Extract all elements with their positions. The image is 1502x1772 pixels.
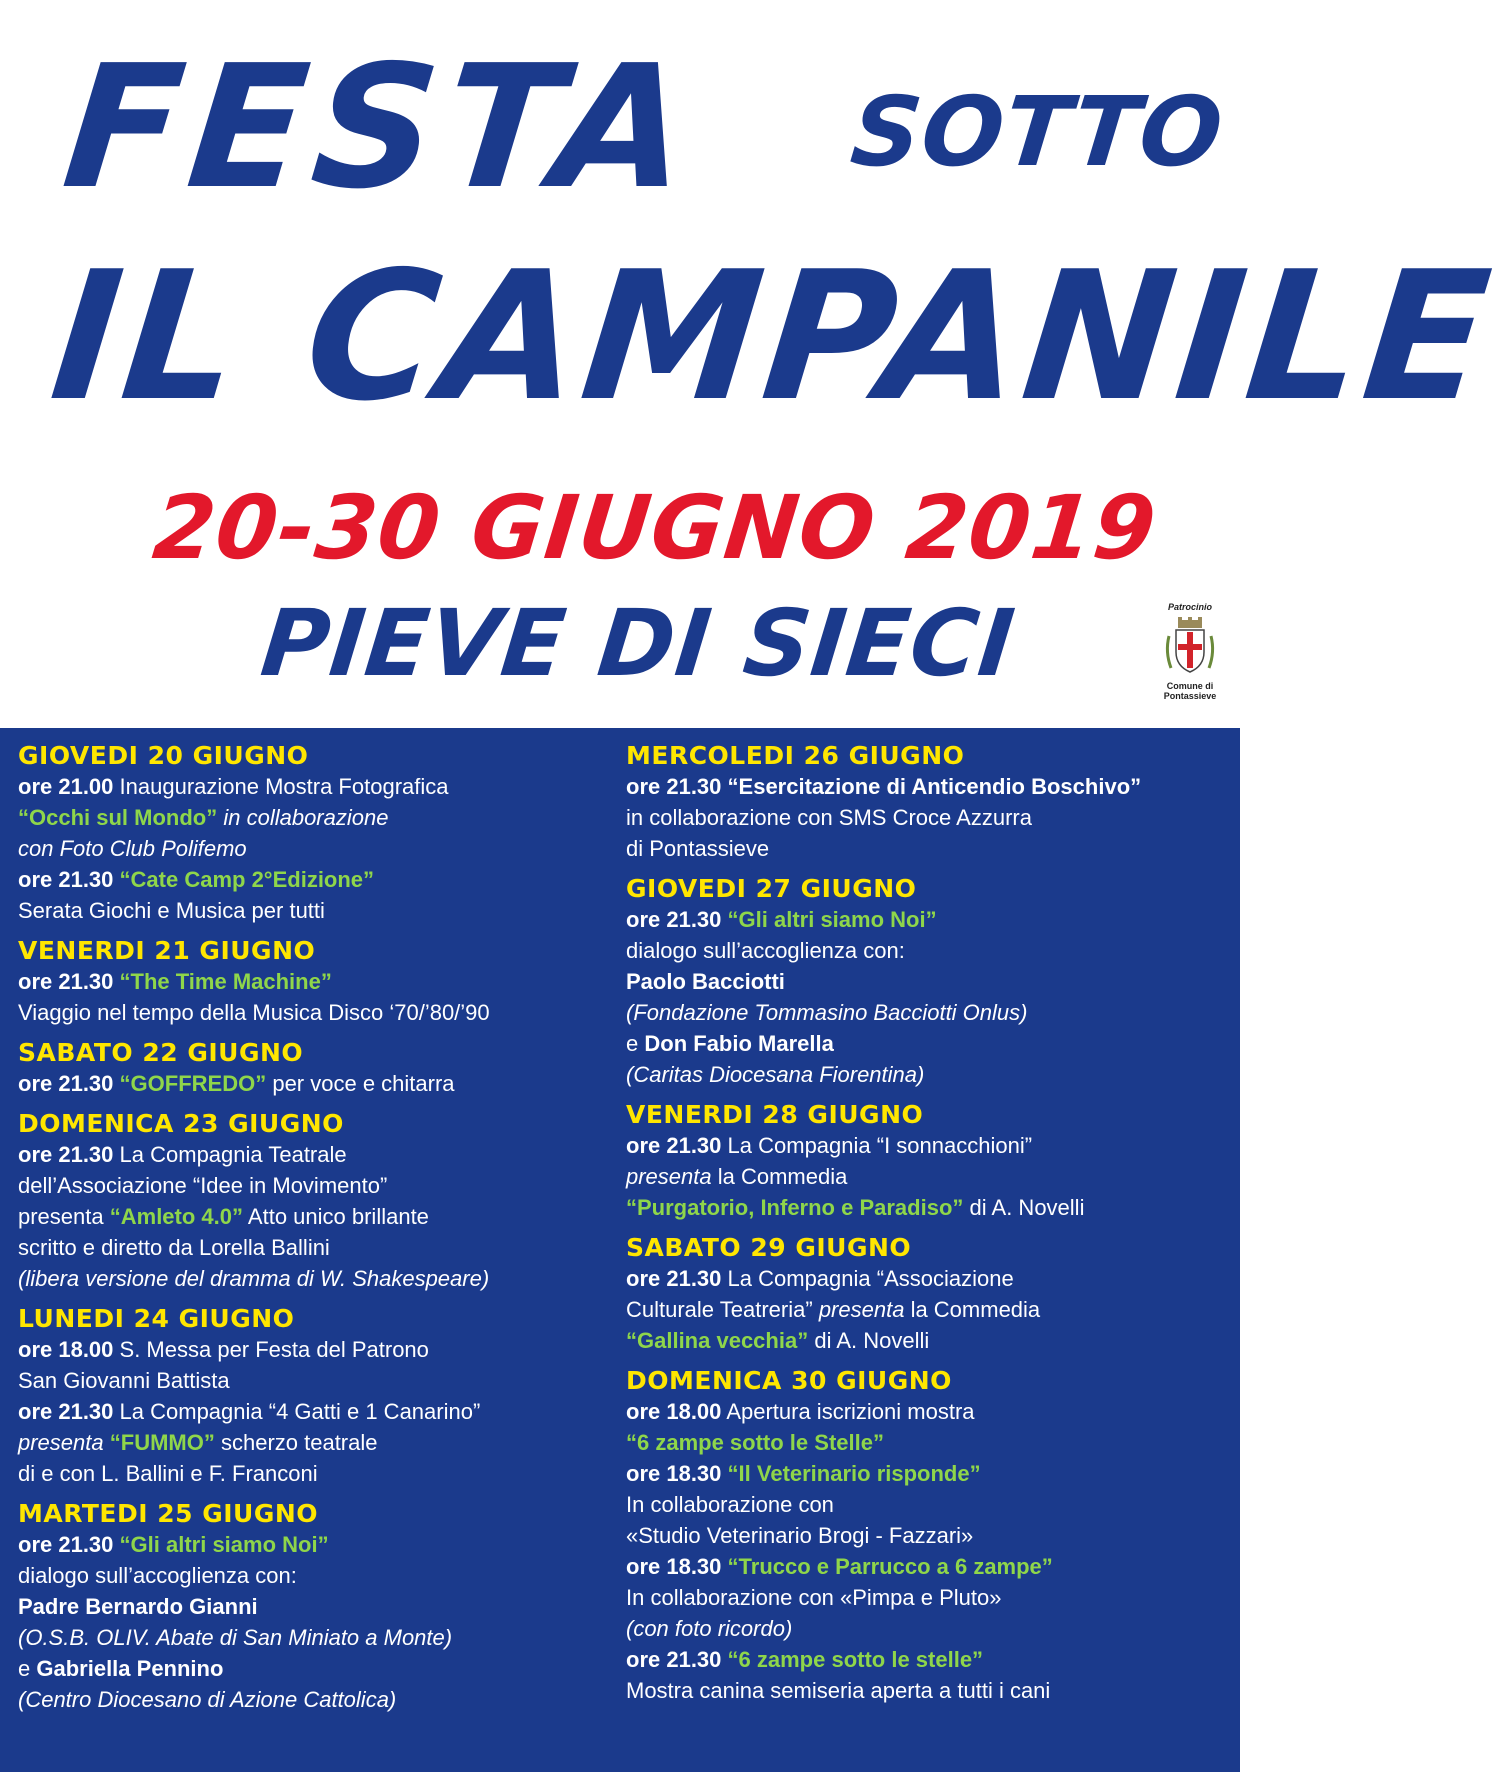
patronage-block <box>1150 602 1230 701</box>
coat-of-arms-icon <box>1163 616 1217 678</box>
event-text: La Compagnia “I sonnacchioni” <box>727 1133 1033 1158</box>
schedule-line: di Pontassieve <box>626 836 770 861</box>
day-block-25 <box>18 1498 618 1715</box>
event-name: “GOFFREDO” <box>119 1071 267 1096</box>
program-column-right <box>626 740 1236 1715</box>
event-time: ore 21.30 <box>18 1399 114 1424</box>
schedule-line: dialogo sull’accoglienza con: <box>626 938 905 963</box>
schedule-line: Serata Giochi e Musica per tutti <box>18 898 325 923</box>
event-text: di A. Novelli <box>969 1195 1085 1220</box>
event-name: “The Time Machine” <box>119 969 332 994</box>
poster-header <box>0 0 1502 728</box>
event-text: la Commedia <box>910 1297 1041 1322</box>
day-block-27 <box>626 873 1236 1090</box>
event-place: PIEVE DI SIECI <box>256 590 1020 697</box>
schedule-line: (con foto ricordo) <box>626 1616 793 1641</box>
event-time: ore 21.00 <box>18 774 114 799</box>
schedule-line <box>18 1068 618 1099</box>
title-festa: FESTA <box>55 29 706 227</box>
schedule-line: In collaborazione con «Pimpa e Pluto» <box>626 1585 1002 1610</box>
event-text: Inaugurazione Mostra Fotografica <box>119 774 449 799</box>
schedule-line <box>626 1028 1236 1059</box>
schedule-line <box>626 1325 1236 1356</box>
schedule-line <box>626 1192 1236 1223</box>
event-text: per voce e chitarra <box>272 1071 455 1096</box>
event-name: “Cate Camp 2°Edizione” <box>119 867 375 892</box>
day-block-21 <box>18 935 618 1028</box>
day-title: LUNEDI 24 GIUGNO <box>18 1304 295 1333</box>
event-text: scherzo teatrale <box>220 1430 378 1455</box>
schedule-line: (libera versione del dramma di W. Shakespeare) <box>18 1266 490 1291</box>
event-time: ore 21.30 <box>18 1142 114 1167</box>
schedule-line: dell’Associazione “Idee in Movimento” <box>18 1173 388 1198</box>
schedule-line: (O.S.B. OLIV. Abate di San Miniato a Monte) <box>18 1625 453 1650</box>
title-campanile: IL CAMPANILE <box>43 233 1502 440</box>
event-time: ore 21.30 <box>626 1647 722 1672</box>
schedule-line: Viaggio nel tempo della Musica Disco ‘70/’80/’90 <box>18 1000 490 1025</box>
event-time: ore 18.00 <box>18 1337 114 1362</box>
event-text: la Commedia <box>717 1164 848 1189</box>
schedule-line: «Studio Veterinario Brogi - Fazzari» <box>626 1523 974 1548</box>
schedule-line: scritto e diretto da Lorella Ballini <box>18 1235 330 1260</box>
event-time: ore 21.30 <box>18 867 114 892</box>
schedule-line: in collaborazione con SMS Croce Azzurra <box>626 805 1032 830</box>
event-text: presenta <box>626 1164 712 1189</box>
schedule-line <box>626 1396 1236 1427</box>
day-title: SABATO 29 GIUGNO <box>626 1233 912 1262</box>
schedule-line <box>18 1334 618 1365</box>
schedule-line <box>626 1458 1236 1489</box>
event-text: La Compagnia Teatrale <box>119 1142 347 1167</box>
event-text: presenta <box>18 1430 104 1455</box>
schedule-line <box>18 1139 618 1170</box>
program-column-left <box>18 740 618 1724</box>
event-text: La Compagnia “Associazione <box>727 1266 1014 1291</box>
schedule-line <box>18 1396 618 1427</box>
day-title: VENERDI 21 GIUGNO <box>18 936 316 965</box>
schedule-line: (Centro Diocesano di Azione Cattolica) <box>18 1687 397 1712</box>
event-time: ore 18.00 <box>626 1399 722 1424</box>
schedule-line: Padre Bernardo Gianni <box>18 1594 258 1619</box>
schedule-line <box>18 771 618 802</box>
event-text: presenta <box>18 1204 104 1229</box>
event-text: e <box>18 1656 31 1681</box>
schedule-line <box>626 1294 1236 1325</box>
day-title: GIOVEDI 20 GIUGNO <box>18 741 309 770</box>
guest-name: Don Fabio Marella <box>644 1031 834 1056</box>
event-text: Atto unico brillante <box>247 1204 429 1229</box>
day-title: MARTEDI 25 GIUGNO <box>18 1499 319 1528</box>
schedule-line <box>18 1529 618 1560</box>
event-text: presenta <box>818 1297 905 1322</box>
day-block-26 <box>626 740 1236 864</box>
schedule-line <box>18 1427 618 1458</box>
event-text: in collaborazione <box>223 805 389 830</box>
day-title: SABATO 22 GIUGNO <box>18 1038 304 1067</box>
event-text: Culturale Teatreria” <box>626 1297 813 1322</box>
schedule-line: con Foto Club Polifemo <box>18 836 247 861</box>
day-block-28 <box>626 1099 1236 1223</box>
day-block-29 <box>626 1232 1236 1356</box>
title-sotto: SOTTO <box>846 76 1229 188</box>
schedule-line <box>18 864 618 895</box>
event-name: “Gallina vecchia” <box>626 1328 809 1353</box>
event-dates: 20-30 GIUGNO 2019 <box>148 476 1162 579</box>
day-title: DOMENICA 30 GIUGNO <box>626 1366 952 1395</box>
event-name: “Amleto 4.0” <box>109 1204 244 1229</box>
schedule-line <box>626 1263 1236 1294</box>
day-block-20 <box>18 740 618 926</box>
schedule-line <box>626 771 1236 802</box>
event-time: ore 21.30 <box>18 969 114 994</box>
event-name: “Purgatorio, Inferno e Paradiso” <box>626 1195 964 1220</box>
day-block-23 <box>18 1108 618 1294</box>
event-text: S. Messa per Festa del Patrono <box>119 1337 429 1362</box>
day-title: GIOVEDI 27 GIUGNO <box>626 874 917 903</box>
schedule-line: (Fondazione Tommasino Bacciotti Onlus) <box>626 1000 1028 1025</box>
event-time: ore 21.30 <box>626 907 722 932</box>
event-name: “6 zampe sotto le stelle” <box>727 1647 984 1672</box>
event-time: ore 21.30 <box>18 1071 114 1096</box>
day-block-22 <box>18 1037 618 1099</box>
event-text: La Compagnia “4 Gatti e 1 Canarino” <box>119 1399 481 1424</box>
event-name: “Occhi sul Mondo” <box>18 805 218 830</box>
day-title: DOMENICA 23 GIUGNO <box>18 1109 344 1138</box>
event-time: ore 18.30 <box>626 1461 722 1486</box>
event-time: ore 21.30 <box>626 1266 722 1291</box>
event-name: “Gli altri siamo Noi” <box>119 1532 329 1557</box>
patronage-name-2: Pontassieve <box>1163 691 1217 701</box>
schedule-line <box>18 966 618 997</box>
schedule-line <box>18 1201 618 1232</box>
event-text: e <box>626 1031 639 1056</box>
schedule-line: di e con L. Ballini e F. Franconi <box>18 1461 318 1486</box>
patronage-label: Patrocinio <box>1167 602 1212 612</box>
program-panel <box>0 728 1240 1772</box>
event-name: “Esercitazione di Anticendio Boschivo” <box>727 774 1142 799</box>
day-block-24 <box>18 1303 618 1489</box>
guest-name: Gabriella Pennino <box>36 1656 224 1681</box>
schedule-line <box>18 1653 618 1684</box>
schedule-line <box>626 1551 1236 1582</box>
event-name: “Il Veterinario risponde” <box>727 1461 981 1486</box>
event-time: ore 18.30 <box>626 1554 722 1579</box>
event-time: ore 21.30 <box>626 1133 722 1158</box>
event-text: Apertura iscrizioni mostra <box>726 1399 975 1424</box>
schedule-line: Mostra canina semiseria aperta a tutti i cani <box>626 1678 1051 1703</box>
schedule-line: In collaborazione con <box>626 1492 834 1517</box>
schedule-line <box>626 1644 1236 1675</box>
schedule-line: dialogo sull’accoglienza con: <box>18 1563 297 1588</box>
event-time: ore 21.30 <box>626 774 722 799</box>
schedule-line <box>626 1161 1236 1192</box>
day-block-30 <box>626 1365 1236 1706</box>
schedule-line: Paolo Bacciotti <box>626 969 785 994</box>
schedule-line: San Giovanni Battista <box>18 1368 230 1393</box>
schedule-line <box>626 1130 1236 1161</box>
event-name: “Trucco e Parrucco a 6 zampe” <box>727 1554 1053 1579</box>
patronage-name-1: Comune di <box>1166 681 1214 691</box>
event-name: “Gli altri siamo Noi” <box>727 907 937 932</box>
schedule-line <box>626 904 1236 935</box>
event-time: ore 21.30 <box>18 1532 114 1557</box>
event-name: “FUMMO” <box>109 1430 215 1455</box>
day-title: MERCOLEDI 26 GIUGNO <box>626 741 965 770</box>
event-text: di A. Novelli <box>814 1328 930 1353</box>
schedule-line <box>18 802 618 833</box>
schedule-line: “6 zampe sotto le Stelle” <box>626 1430 884 1455</box>
day-title: VENERDI 28 GIUGNO <box>626 1100 924 1129</box>
schedule-line: (Caritas Diocesana Fiorentina) <box>626 1062 925 1087</box>
